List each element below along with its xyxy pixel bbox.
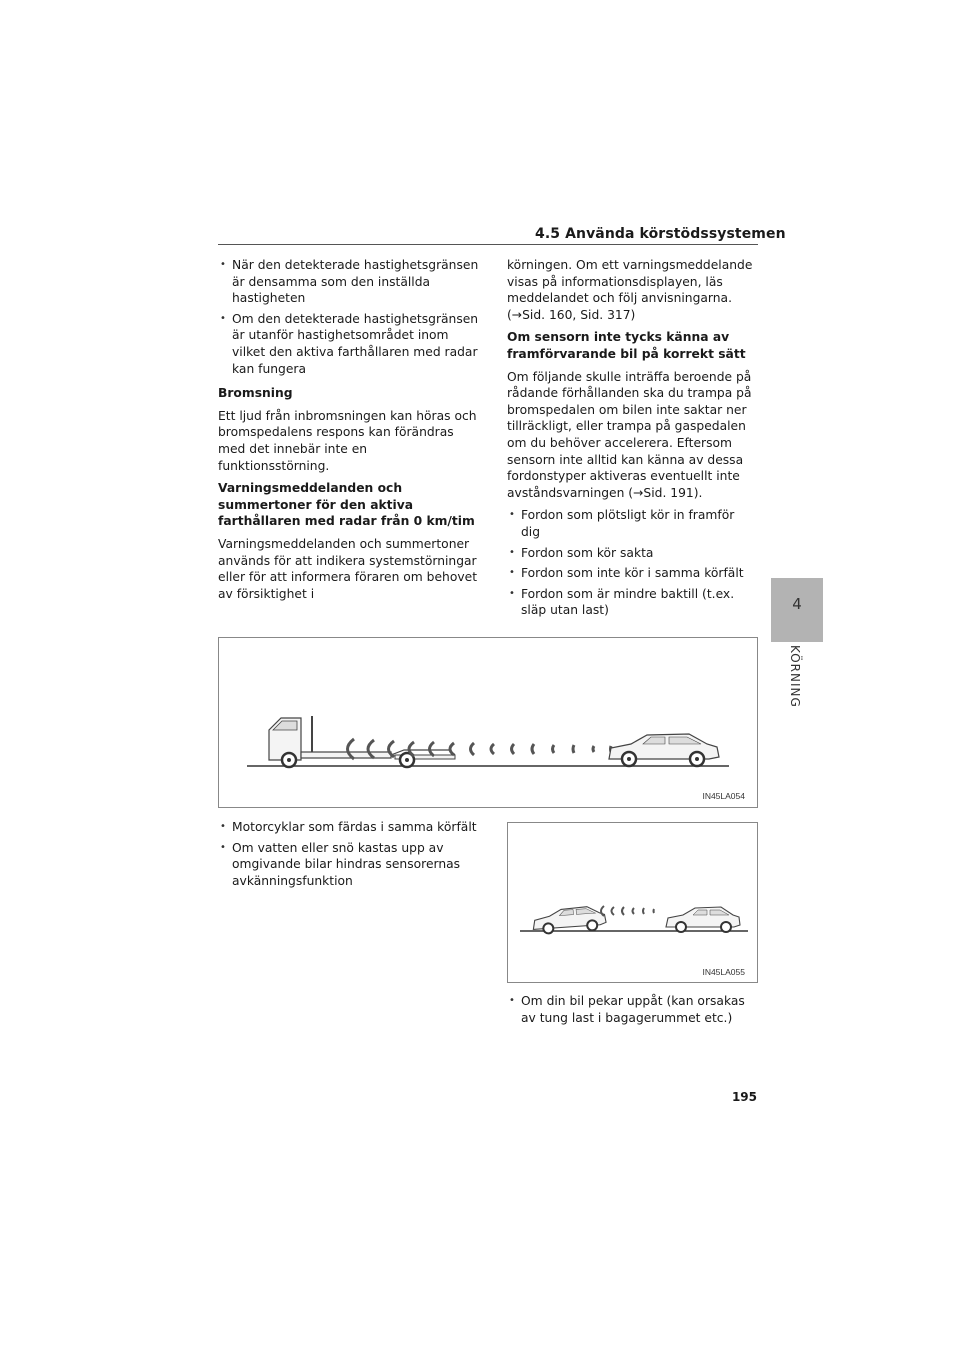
list-item: • Motorcyklar som färdas i samma körfält — [218, 819, 480, 836]
list-item: • Fordon som är mindre baktill (t.ex. släp utan last) — [507, 586, 757, 619]
chapter-label — [788, 645, 806, 715]
chapter-label-text: KÖRNING — [788, 645, 802, 708]
page-number: 195 — [731, 1090, 757, 1104]
chapter-number: 4 — [792, 595, 802, 613]
left-column-lower — [218, 819, 480, 893]
right-column — [507, 257, 757, 623]
list-item: • När den detekterade hastighetsgränsen är densamma som den inställda hastigheten — [218, 257, 480, 307]
two-cars-illustration — [508, 823, 759, 984]
paragraph-braking: Ett ljud från inbromsningen kan höras och bromspedalens respons kan förändras med det innebär inte en funktionsstörning. — [218, 408, 477, 473]
truck-and-car-illustration — [219, 638, 759, 809]
left-column — [218, 257, 480, 608]
section-title: 4.5 Använda körstödssystemen — [535, 226, 786, 242]
heading-warnings: Varningsmeddelanden och summertoner för den aktiva farthållaren med radar från 0 km/tim — [218, 481, 475, 529]
right-column-lower — [507, 993, 757, 1030]
heading-braking: Bromsning — [218, 386, 293, 401]
list-item: • Om vatten eller snö kastas upp av omgivande bilar hindras sensorernas avkänningsfunktion — [218, 840, 480, 890]
paragraph-warnings: Varningsmeddelanden och summertoner används för att indikera systemstörningar eller för att informera föraren om behovet av försiktighet i — [218, 536, 478, 601]
list-item: • Fordon som inte kör i samma körfält — [507, 565, 757, 582]
figure-code: IN45LA055 — [702, 967, 745, 977]
list-item: • Om din bil pekar uppåt (kan orsakas av tung last i bagagerummet etc.) — [507, 993, 757, 1026]
list-item: • Fordon som plötsligt kör in framför dig — [507, 507, 757, 540]
paragraph-continued: körningen. Om ett varningsmeddelande visas på informationsdisplayen, läs meddelandet och följ anvisningarna. (→Sid. 160, Sid. 317) — [507, 258, 753, 322]
list-item: • Om den detekterade hastighetsgränsen är utanför hastighetsområdet inom vilket den aktiva farthållaren med radar kan fungera — [218, 311, 480, 377]
paragraph-sensor: Om följande skulle inträffa beroende på rådande förhållanden ska du trampa på bromspedalen om bilen inte saktar ner tillräckligt, eller trampa på gaspedalen om du behöver accelerera. Eftersom sensorn inte alltid kan känna av dessa fordonstyper aktiveras eventuellt inte avståndsvarningen (→Sid. 191). — [507, 369, 752, 500]
figure-code: IN45LA054 — [702, 791, 745, 801]
list-item: • Fordon som kör sakta — [507, 545, 757, 562]
figure-two-cars — [507, 822, 758, 983]
heading-sensor: Om sensorn inte tycks känna av framförvarande bil på korrekt sätt — [507, 330, 746, 361]
figure-truck-trailer — [218, 637, 758, 808]
header-divider — [218, 244, 758, 245]
